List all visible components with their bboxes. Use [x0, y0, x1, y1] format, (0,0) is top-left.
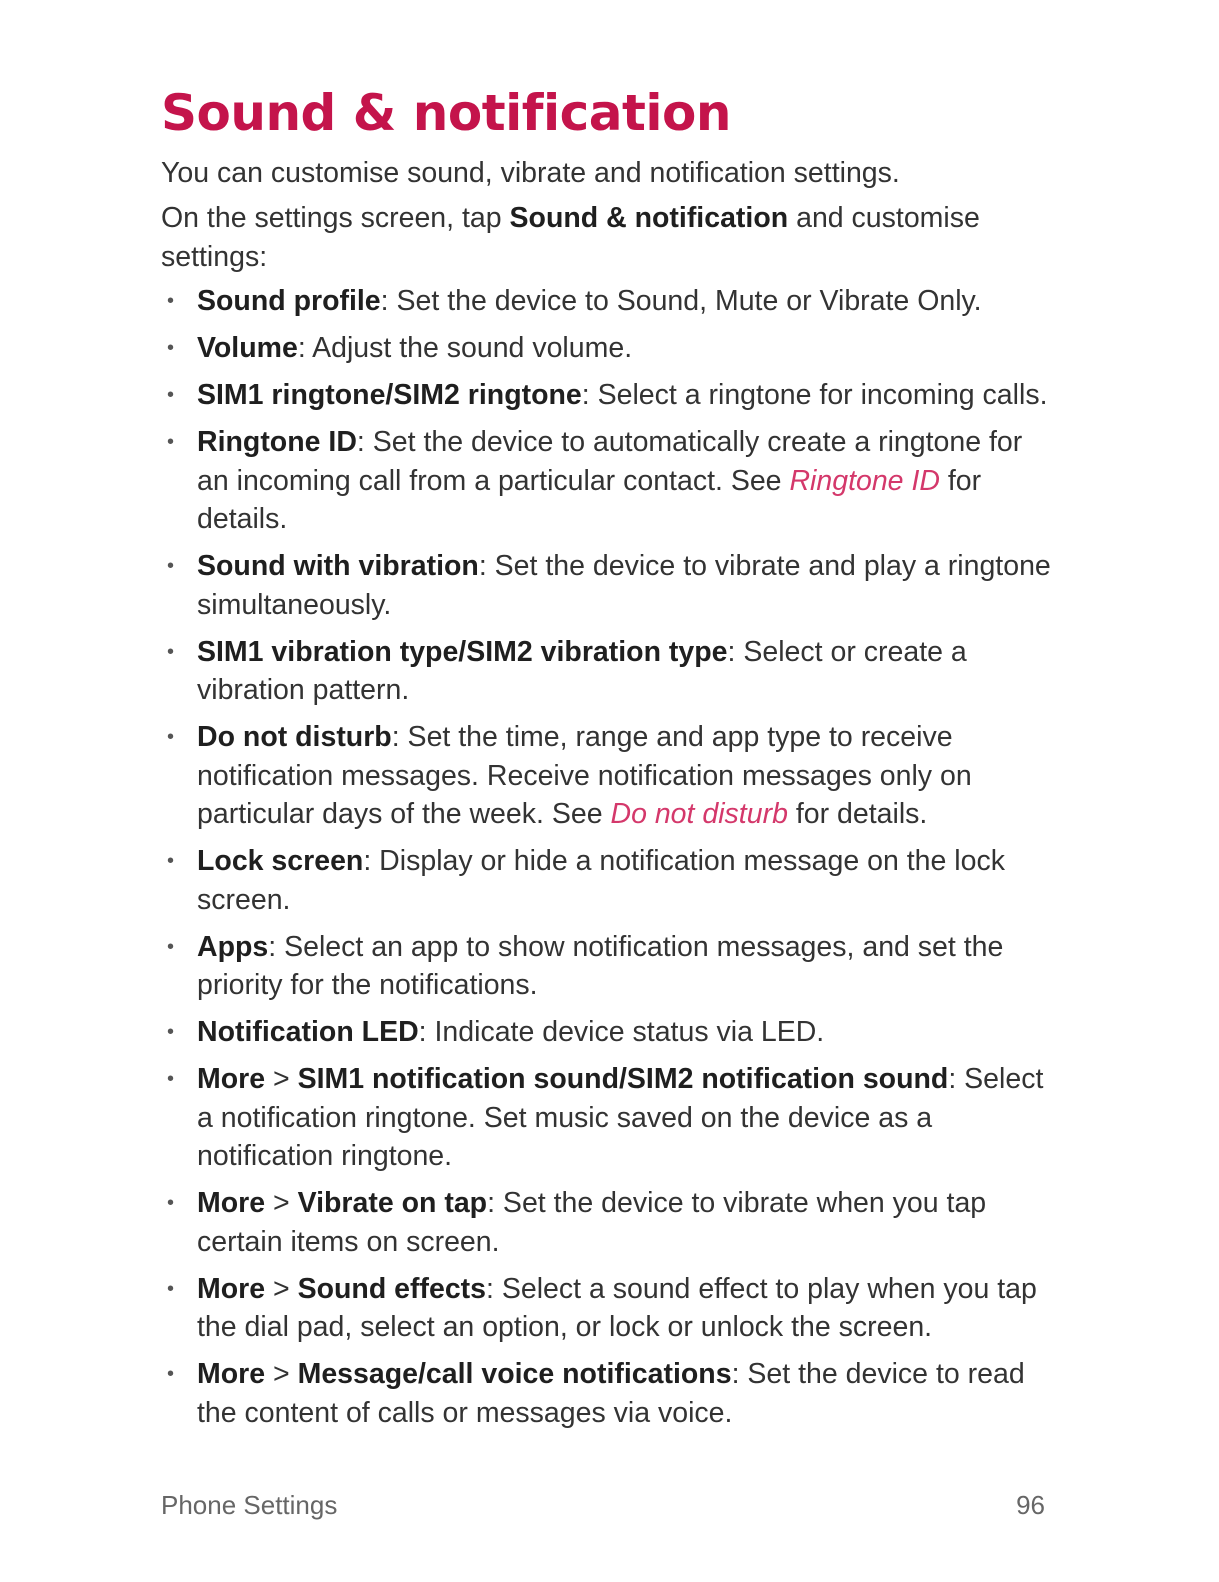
item-description: : Select a ringtone for incoming calls.: [581, 379, 1048, 411]
bullet-icon: •: [167, 726, 175, 748]
item-description: : Select a sound effect to play when you tap the dial pad, select an option, or lock or unlock the screen.: [197, 1272, 1037, 1343]
list-item: [161, 1270, 1051, 1347]
list-item: [161, 282, 1051, 321]
item-description: : Display or hide a notification message on the lock screen.: [197, 845, 1005, 916]
bullet-icon: •: [167, 1192, 175, 1214]
bullet-icon: •: [167, 1021, 175, 1043]
list-item: [161, 633, 1051, 710]
bullet-icon: •: [167, 555, 175, 577]
item-term: More: [197, 1272, 266, 1305]
item-term: Sound profile: [197, 285, 381, 317]
list-item: [161, 1184, 1051, 1261]
settings-list: [161, 282, 1051, 1432]
list-item: [161, 1355, 1051, 1432]
bullet-icon: •: [167, 431, 175, 453]
item-term: More: [197, 1187, 266, 1219]
bullet-icon: •: [167, 384, 175, 406]
item-term: More: [197, 1063, 266, 1095]
item-term: Do not disturb: [197, 721, 392, 753]
path-separator: >: [265, 1358, 298, 1390]
item-description: : Indicate device status via LED.: [418, 1016, 825, 1048]
path-separator: >: [265, 1272, 298, 1305]
item-term: Message/call voice notifications: [297, 1358, 732, 1390]
item-description: : Set the device to vibrate and play a ringtone simultaneously.: [197, 550, 1051, 621]
item-term: Notification LED: [197, 1016, 419, 1048]
list-item: [161, 1013, 1051, 1052]
footer-section-title: Phone Settings: [161, 1490, 338, 1520]
page-content: [161, 82, 1051, 1441]
item-description: : Set the time, range and app type to receive notification messages. Receive notification messages only on particular days of the week. See: [197, 721, 972, 830]
item-term: Ringtone ID: [197, 426, 357, 458]
item-term: SIM1 vibration type/SIM2 vibration type: [197, 635, 728, 668]
item-description-end: for details.: [197, 464, 982, 535]
cross-reference-link[interactable]: Ringtone ID: [789, 464, 940, 497]
list-item: [161, 423, 1051, 539]
bullet-icon: •: [167, 1363, 175, 1385]
list-item: [161, 376, 1051, 415]
item-term: Sound effects: [297, 1272, 487, 1305]
item-description: : Adjust the sound volume.: [297, 332, 633, 364]
list-item: [161, 928, 1051, 1005]
bullet-icon: •: [167, 337, 175, 359]
item-description: : Set the device to vibrate when you tap certain items on screen.: [197, 1187, 987, 1258]
list-item: [161, 718, 1051, 834]
item-description: : Set the device to read the content of calls or messages via voice.: [197, 1358, 1025, 1429]
bullet-icon: •: [167, 1068, 175, 1090]
item-description-end: for details.: [787, 798, 928, 830]
path-separator: >: [265, 1187, 298, 1219]
intro-paragraph: You can customise sound, vibrate and notification settings.: [161, 157, 900, 189]
bullet-icon: •: [167, 1277, 175, 1300]
item-term: Vibrate on tap: [297, 1187, 488, 1219]
item-description: : Select an app to show notification messages, and set the priority for the notifications.: [197, 930, 1004, 1001]
page-title: Sound & notification: [161, 84, 732, 142]
page-number: 96: [1016, 1490, 1045, 1520]
item-description: : Select a notification ringtone. Set music saved on the device as a notification ringtone.: [197, 1063, 1044, 1172]
item-term: SIM1 ringtone/SIM2 ringtone: [197, 379, 582, 411]
item-description: : Set the device to automatically create a ringtone for an incoming call from a particular contact. See: [197, 426, 1023, 497]
instruction-text-pre: On the settings screen, tap: [161, 202, 510, 234]
bullet-icon: •: [167, 935, 175, 958]
item-term: More: [197, 1358, 266, 1390]
bullet-icon: •: [167, 850, 175, 872]
path-separator: >: [265, 1063, 298, 1095]
item-term: Apps: [197, 930, 269, 963]
bullet-icon: •: [167, 290, 175, 312]
list-item: [161, 842, 1051, 919]
item-description: : Set the device to Sound, Mute or Vibrate Only.: [380, 285, 982, 317]
item-term: Volume: [197, 332, 298, 364]
instruction-term: Sound & notification: [509, 202, 789, 234]
cross-reference-link[interactable]: Do not disturb: [610, 798, 788, 830]
list-item: [161, 547, 1051, 624]
item-description: : Select or create a vibration pattern.: [197, 635, 967, 706]
instruction-paragraph: [161, 199, 1051, 277]
item-term: Sound with vibration: [197, 550, 479, 582]
list-item: [161, 1060, 1051, 1176]
bullet-icon: •: [167, 640, 175, 663]
item-term: Lock screen: [197, 845, 364, 877]
item-term: SIM1 notification sound/SIM2 notification sound: [297, 1063, 949, 1095]
instruction-text-post: and customise settings:: [161, 202, 980, 273]
list-item: [161, 329, 1051, 368]
